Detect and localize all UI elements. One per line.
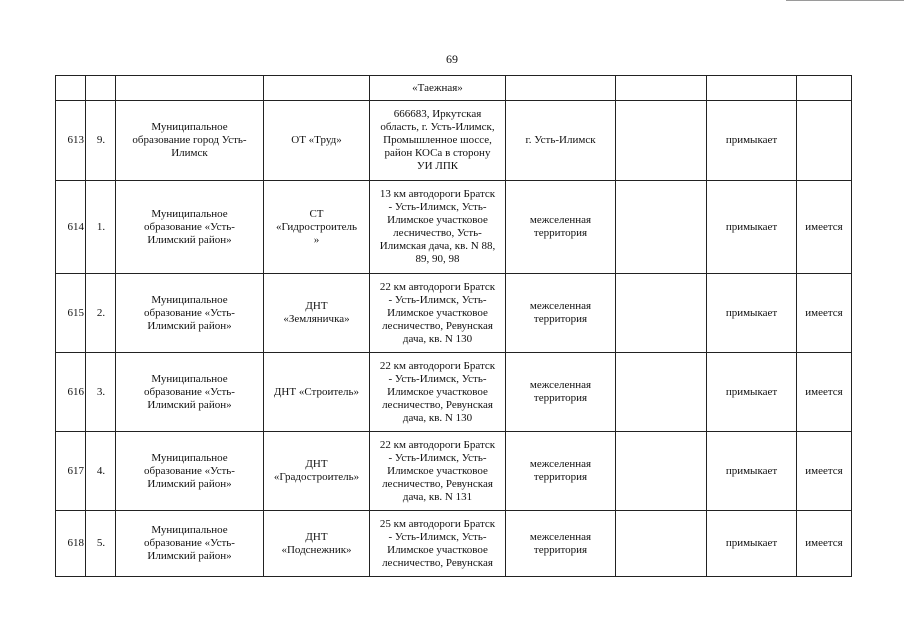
cell-num: [56, 76, 86, 101]
cell-address: 22 км автодороги Братск - Усть-Илимск, Усть- Илимское участковое лесничество, Ревунская дача, кв. N 130: [370, 353, 506, 432]
cell-municipality: Муниципальное образование «Усть- Илимский район»: [116, 353, 264, 432]
cell-org: [264, 76, 370, 101]
table-row: [56, 274, 852, 353]
cell-address: 22 км автодороги Братск - Усть-Илимск, Усть- Илимское участковое лесничество, Ревунская дача, кв. N 130: [370, 274, 506, 353]
table-row: [56, 353, 852, 432]
cell-org: ОТ «Труд»: [264, 101, 370, 181]
cell-adjacency: примыкает: [707, 511, 797, 577]
cell-org: ДНТ «Градостроитель»: [264, 432, 370, 511]
cell-adjacency: [707, 76, 797, 101]
cell-territory: межселенная территория: [506, 181, 616, 274]
cell-address: 13 км автодороги Братск - Усть-Илимск, Усть- Илимское участковое лесничество, Усть- Илимская дача, кв. N 88, 89, 90, 98: [370, 181, 506, 274]
cell-extra: [616, 76, 707, 101]
cell-availability: имеется: [797, 511, 852, 577]
cell-territory: межселенная территория: [506, 274, 616, 353]
cell-adjacency: примыкает: [707, 181, 797, 274]
cell-municipality: Муниципальное образование «Усть- Илимский район»: [116, 181, 264, 274]
table-row: [56, 101, 852, 181]
cell-availability: [797, 76, 852, 101]
cell-address: 25 км автодороги Братск - Усть-Илимск, Усть- Илимское участковое лесничество, Ревунская: [370, 511, 506, 577]
table-row-continuation: [56, 76, 852, 101]
cell-org: ДНТ «Земляничка»: [264, 274, 370, 353]
cell-org: ДНТ «Строитель»: [264, 353, 370, 432]
cell-idx: 3.: [86, 353, 116, 432]
cell-adjacency: примыкает: [707, 432, 797, 511]
cell-org: ДНТ «Подснежник»: [264, 511, 370, 577]
cell-territory: г. Усть-Илимск: [506, 101, 616, 181]
cell-territory: [506, 76, 616, 101]
cell-availability: имеется: [797, 274, 852, 353]
cell-territory: межселенная территория: [506, 353, 616, 432]
cell-availability: имеется: [797, 181, 852, 274]
cell-num: 614: [56, 181, 86, 274]
cell-extra: [616, 101, 707, 181]
cell-idx: 5.: [86, 511, 116, 577]
cell-num: 617: [56, 432, 86, 511]
cell-org: СТ «Гидростроитель »: [264, 181, 370, 274]
cell-extra: [616, 274, 707, 353]
cell-num: 616: [56, 353, 86, 432]
cell-adjacency: примыкает: [707, 274, 797, 353]
cell-territory: межселенная территория: [506, 511, 616, 577]
cell-idx: 1.: [86, 181, 116, 274]
table-row: [56, 511, 852, 577]
cell-municipality: Муниципальное образование «Усть- Илимский район»: [116, 511, 264, 577]
cell-idx: 4.: [86, 432, 116, 511]
cell-num: 613: [56, 101, 86, 181]
table-row: [56, 181, 852, 274]
cell-adjacency: примыкает: [707, 353, 797, 432]
cell-idx: 2.: [86, 274, 116, 353]
cell-idx: [86, 76, 116, 101]
top-edge-rule: [786, 0, 904, 1]
cell-num: 618: [56, 511, 86, 577]
cell-municipality: [116, 76, 264, 101]
cell-availability: имеется: [797, 353, 852, 432]
cell-municipality: Муниципальное образование «Усть- Илимский район»: [116, 274, 264, 353]
cell-num: 615: [56, 274, 86, 353]
table-row: [56, 432, 852, 511]
cell-territory: межселенная территория: [506, 432, 616, 511]
cell-adjacency: примыкает: [707, 101, 797, 181]
cell-municipality: Муниципальное образование «Усть- Илимский район»: [116, 432, 264, 511]
cell-extra: [616, 181, 707, 274]
cell-address: «Таежная»: [370, 76, 506, 101]
cell-availability: имеется: [797, 432, 852, 511]
cell-availability: [797, 101, 852, 181]
cell-address: 666683, Иркутская область, г. Усть-Илимск, Промышленное шоссе, район КОСа в сторону УИ ЛПК: [370, 101, 506, 181]
cell-idx: 9.: [86, 101, 116, 181]
cell-extra: [616, 511, 707, 577]
cell-municipality: Муниципальное образование город Усть- Илимск: [116, 101, 264, 181]
cell-extra: [616, 353, 707, 432]
cell-address: 22 км автодороги Братск - Усть-Илимск, Усть- Илимское участковое лесничество, Ревунская дача, кв. N 131: [370, 432, 506, 511]
registry-table: [55, 75, 852, 577]
cell-extra: [616, 432, 707, 511]
page-number: 69: [446, 52, 458, 66]
